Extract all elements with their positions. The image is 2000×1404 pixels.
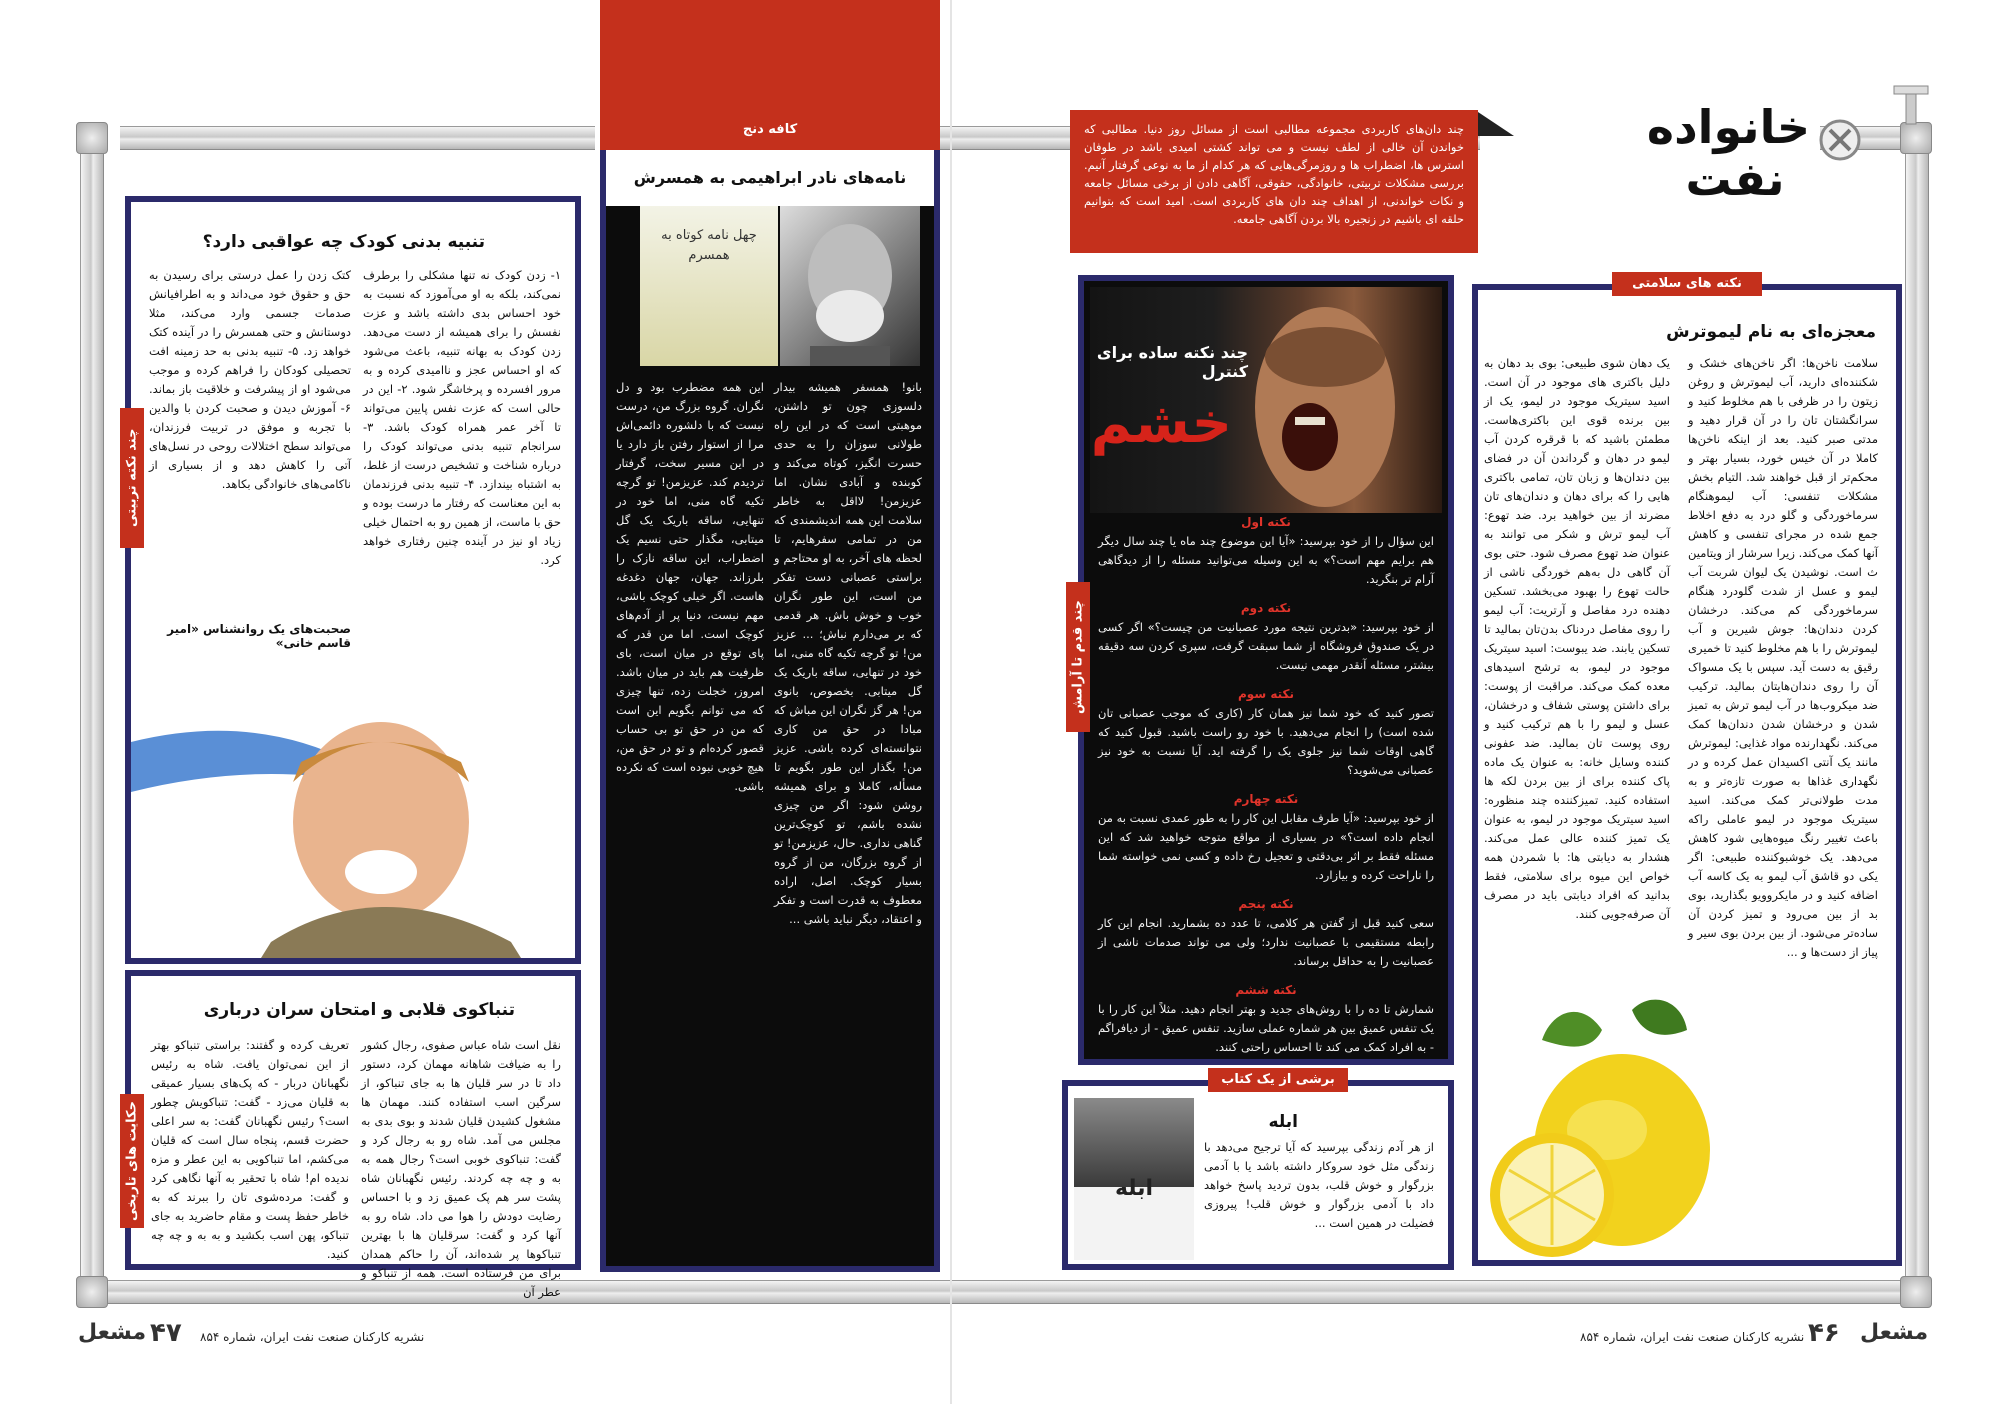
pipe-right xyxy=(1905,140,1929,1285)
anger-points xyxy=(1098,513,1434,1057)
punishment-col-left: کتک زدن را عمل درستی برای رسیدن به حق و حقوق خود می‌داند و به اطرافیانش صدمات جسمی وارد می‌کند، مثلا دوستانش و حتی همسرش را در آینده کتک خواهد زد. ۵- تنبیه بدنی به حد زمینه افت تحصیلی کودکان را فراهم کرده و موجب می‌شود او از پیشرفت و خلاقیت باز بماند. ۶- آموزش دیدن و صحبت کردن با والدین با تجربه و موفق در تربیت فرزندان، می‌تواند سطح اختلالات روحی در نسل‌های آتی را کاهش دهد و از بسیاری از ناکامی‌های خانوادگی بکاهد. xyxy=(149,268,351,491)
anger-point-1-text: این سؤال را از خود بپرسید: «آیا این موضوع چند ماه یا چند سال دیگر هم برایم مهم است؟» به این وسیله می‌توانید مسئله را از دیدگاهی آرام تر بنگرید. xyxy=(1098,534,1434,586)
book-title: ابله xyxy=(1268,1112,1298,1132)
punishment-side-tab: چند نکته تربیتی xyxy=(120,408,144,548)
tobacco-title: تنباکوی قلابی و امتحان سران درباری xyxy=(203,1000,515,1020)
anger-point-3-title: نکته سوم xyxy=(1238,687,1294,701)
letters-header-bar xyxy=(600,0,940,152)
anger-point-5-text: سعی کنید قبل از گفتن هر کلامی، تا عدد ده بشمارید. انجام این کار رابطه مستقیمی با عصبانیت ندارد؛ ولی می تواند صدمات ناشی از عصبانیت را به حداقل برساند. xyxy=(1098,916,1434,968)
anger-point-6 xyxy=(1098,981,1434,1057)
book-tab: برشی از یک کتاب xyxy=(1208,1068,1348,1092)
anger-point-1-title: نکته اول xyxy=(1241,515,1291,529)
anger-point-4-title: نکته چهارم xyxy=(1233,792,1299,806)
anger-point-3 xyxy=(1098,685,1434,780)
footer-left-page-number: ۴۷ xyxy=(150,1318,182,1348)
anger-point-6-text: شمارش تا ده را با روش‌های جدید و بهتر انجام دهید. مثلاً این کار را با یک تنفس عمیق بین هر شماره عملی سازید. تنفس عمیق - از دیافراگم - به افراد کمک می کند تا احساس راحتی کنند. xyxy=(1098,1002,1434,1054)
page-spine xyxy=(950,0,952,1404)
footer-right-page-number: ۴۶ xyxy=(1808,1318,1840,1348)
masthead-title-line1: خانواده xyxy=(1646,100,1810,154)
anger-side-tab: چند قدم تا آرامش xyxy=(1066,582,1090,732)
anger-point-4 xyxy=(1098,790,1434,885)
health-panel xyxy=(1472,276,1902,1266)
health-col-right: سلامت ناخن‌ها: اگر ناخن‌های خشک و شکننده‌ای دارید، آب لیموترش و روغن زیتون را در ظرفی با هم مخلوط کنید و سرانگشتان تان را در آن قرار دهید و مدتی صبر کنید. بعد از اینکه ناخن‌ها کاملا در آن خیس خورد، بسیار بهتر و محکم‌تر از قبل خواهند شد. التیام بخش مشکلات تنفسی: آب لیموهنگام سرماخوردگی و گلو درد به دفع اخلاط جمع شده در مجرای تنفسی و کاهش آنها کمک می‌کند. زیرا سرشار از ویتامین ث است. نوشیدن یک لیوان شربت آب لیمو و عسل از شدت گلودرد هنگام سرماخوردگی کم می‌کند. درخشان کردن دندان‌ها: جوش شیرین و آب لیموترش را با هم مخلوط کنید تا خمیری رقیق به دست آید. سپس با یک مسواک آن را روی دندان‌هایتان بمالید. ترکیب ضد میکروب‌ها در آب لیمو ترش به تمیز شدن و درخشان شدن دندان‌ها کمک می‌کند. نگهدارنده مواد غذایی: لیموترش مانند یک آنتی اکسیدان عمل کرده و در نگهداری غذاها به صورت تازه‌تر و به مدت طولانی‌تر کمک می‌کند. اسید سیتریک موجود در لیمو عاملی راکه باعث تغییر رنگ میوه‌هایی شود کاهش می‌دهد. یک خوشبوکننده طبیعی: اگر یکی دو قاشق آب لیمو به یک کاسه آب اضافه کنید و در مایکروویو بگذارید، بوی بد از بین می‌رود و تمیز کردن آن ساده‌تر می‌شود. از بین بردن بوی سیر و پیاز از دست‌ها و ... xyxy=(1688,356,1878,959)
health-col-left: یک دهان شوی طبیعی: بوی بد دهان به دلیل باکتری های موجود در آن است. اسید سیتریک موجود در لیمو، یک از بین برنده قوی این باکتری‌هاست. مطمئن باشید که با قرقره کردن آب لیمو در دهان و گرداندن آن در فضای بین دندان‌ها و زبان تان، تمامی باکتری هایی را که برای دهان و دندان‌های تان مضرند از بین خواهید برد. ضد تهوع: آب لیمو ترش و شکر می توانند به عنوان ضد تهوع مصرف شود. حتی بوی آن گاهی دل به‌هم خوردگی ناشی از حالت تهوع را بهبود می‌بخشد. تسکین دهنده درد مفاصل و آرتریت: آب لیمو را روی مفاصل دردناک بدن‌تان بمالید تا تسکین یابند. ضد یبوست: اسید سیتریک موجود در لیمو، به ترشح اسیدهای معده کمک می‌کند. مراقبت از پوست: برای داشتن پوستی شفاف و درخشان، عسل و لیمو را با هم ترکیب کنید و روی پوست تان بمالید. ضد عفونی کننده وسایل خانه: به عنوان یک ماده پاک کننده برای از بین بردن لکه ها استفاده کنید. تمیزکننده چند منظوره: اسید سیتریک موجود در لیمو، به عنوان یک تمیز کننده عالی عمل می‌کند. هشدار به دیابتی ها: با شمردن همه خواص این میوه برای سلامتی، فقط بدانید که افراد دیابتی باید در مصرف آن صرفه‌جویی کنند. xyxy=(1484,356,1670,921)
pipe-left xyxy=(80,140,104,1285)
anger-point-6-title: نکته ششم xyxy=(1235,983,1297,997)
letters-title: نامه‌های نادر ابراهیمی به همسرش xyxy=(606,150,934,206)
health-title: معجزه‌ای به نام لیموترش xyxy=(1666,322,1876,342)
valve-icon xyxy=(1818,118,1862,162)
tobacco-col-right: نقل است شاه عباس صفوی، رجال کشور را به ضیافت شاهانه مهمان کرد، دستور داد تا در سر قلیان ها به جای تنباکو، از سرگین اسب استفاده کنند. مهمان ها مشغول کشیدن قلیان شدند و بوی بدی به مجلس می آمد. شاه رو به رجال کرد و گفت: تنباکوی خوبی است؟ رجال همه به به و چه چه کردند. رئیس نگهبانان شاه پشت سر هم پک عمیق زد و با احساس رضایت دودش را هوا می داد. شاه رو به آنها کرد و گفت: سرقلیان ها با بهترین تنباکوها پر شده‌اند، آن را حاکم همدان برای من فرستاده است. همه از تنباکو و عطر آن xyxy=(361,1038,561,1299)
letters-book-cover-image xyxy=(640,206,778,366)
book-text: از هر آدم زندگی بپرسید که آیا ترجیح می‌دهد با زندگی مثل خود سروکار داشته باشد یا با آدمی بزرگوار و خوش قلب، بدون تردید پاسخ خواهد داد با آدمی بزرگوار و خوش قلب! پیروزی فضیلت در همین است ... xyxy=(1204,1140,1434,1230)
book-panel xyxy=(1062,1072,1454,1270)
pipe-top-left xyxy=(120,126,595,150)
masthead-title-line2: نفت xyxy=(1685,152,1785,206)
tobacco-col-left: تعریف کرده و گفتند: براستی تنباکو بهتر از این نمی‌توان یافت. شاه به رئیس نگهبانان دربار - که پک‌های بسیار عمیقی به قلیان می‌زد - گفت: تنباکویش چطور است؟ رئیس نگهبانان گفت: به سر اعلی حضرت قسم، پنجاه سال است که قلیان می‌کشم، اما تنباکویی به این عطر و مزه ندیده ام! شاه با تحقیر به آنها نگاهی کرد و گفت: مرده‌شوی تان را ببرند که به خاطر حفظ پست و مقام حاضرید به جای تنباکو، پهن اسب بکشید و به به و چه چه کنید. xyxy=(151,1038,349,1261)
punishment-col-right: ۱- زدن کودک نه تنها مشکلی را برطرف نمی‌کند، بلکه به او می‌آموزد که نسبت به خود احساس بدی داشته باشد و عزت نفسش را برای همیشه از دست می‌دهد. زدن کودک به بهانه تنبیه، باعث می‌شود که او احساس عجز و ناامیدی کرده و به مرور افسرده و پرخاشگر شود. ۲- این در حالی است که عزت نفس پایین می‌تواند تا آخر عمر همراه کودک باشد. ۳- سرانجام تنبیه بدنی می‌تواند کودک را درباره شناخت و تشخیص درست از غلط، به اشتباه بیندازد. ۴- تنبیه بدنی فرزندمان به این معناست که رفتار ما درست بوده و حق با ماست، از همین رو به احتمال خیلی زیاد او نیز در آینده چنین رفتاری خواهد کرد. xyxy=(363,268,561,567)
pipe-tap-icon xyxy=(1888,82,1934,128)
punishment-panel xyxy=(125,196,581,964)
author-portrait-image xyxy=(780,206,920,366)
letters-col-right: بانو! همسفر همیشه بیدار دلسوزی چون تو داشتن، موهبتی است که در این راه طولانی سوزان را به حدی حسرت انگیز، کوتاه می‌کند و کوبنده و آبادی نشان. اما عزیزمن! لااقل به خاطر سلامت این همه اندیشمندی که من در تمامی سفرهایم، تا لحظه های آخر، به او محتاجم و براستی عصبانی دست تفکر من است، این طور نگران خوب و خوش باش. هر قدمی که بر می‌دارم نباش؛ ... عزیز من! تو گرچه تکیه گاه منی، اما خود در تنهایی، ساقه باریک یک گل میتابی. بخصوص، بانوی من! هر گز نگران این مباش که مبادا در حق من کاری نتوانسته‌ای کرده باشی. عزیز من! بگذار این طور بگویم تا مسأله، کاملا و برای همیشه روشن شود: اگر من چیزی نشده باشم، تو کوچک‌ترین گناهی نداری. حال، عزیزمن! تو از گروه بزرگان، من از گروه بسیار کوچک. اصل، اراده معطوف به قدرت است و تفکر و اعتقاد، دیگر نباید باشی ... xyxy=(774,380,922,926)
footer-left-logo: مشعل xyxy=(78,1320,147,1345)
pipe-joint-br xyxy=(1900,1276,1932,1308)
anger-point-2-text: از خود بپرسید: «بدترین نتیجه مورد عصبانیت من چیست؟» اگر کسی در یک صندوق فروشگاه از شما سبقت گرفت، سپری کردن سه دقیقه بیشتر، مسئله آنقدر مهمی نیست. xyxy=(1098,620,1434,672)
tobacco-panel xyxy=(125,970,581,1299)
anger-headline-main: خشم xyxy=(1090,391,1232,456)
footer-right-logo: مشعل xyxy=(1860,1320,1929,1345)
letters-tab: کافه دنج xyxy=(742,122,798,137)
letters-col-left: این همه مضطرب بود و دل نگران. گروه بزرگ من، درست نیست که با دلشوره دائمی‌اش مرا از استوار رفتن باز دارد یا در این مسیر سخت، گرفتار تردیدم کند. عزیزمن! تو گرچه تکیه گاه منی، اما خود در تنهایی، ساقه باریک یک گل میتابی، مگذار حتی نسیم یک اضطراب، این ساقه نازک را بلرزاند. جهان، جهان دغدغه هاست. اگر خیلی کوچک باشی، مهم نیست، دنیا پر از آدم‌های کوچک است. اما من قدر که پای توقع در میان است، بای ظرفیت هم باید در میان باشد. امروز، خجلت زده، تنها چیزی که می توانم بگویم این است که من در حق تو بی حساب قصور کرده‌ام و تو در حق من، هیچ خوبی نبوده است که نکرده باشی. xyxy=(616,380,764,793)
lemon-image xyxy=(1482,990,1718,1262)
anger-point-5 xyxy=(1098,895,1434,971)
footer-right-text: نشریه کارکنان صنعت نفت ایران، شماره ۸۵۴ xyxy=(1580,1330,1805,1344)
footer-left-text: نشریه کارکنان صنعت نفت ایران، شماره ۸۵۴ xyxy=(200,1330,425,1344)
tobacco-side-tab: حکایت های تاریخی xyxy=(120,1094,144,1228)
anger-point-3-text: تصور کنید که خود شما نیز همان کار (کاری که موجب عصبانی تان شده است) را انجام می‌دهید. با خود رو راست باشید. قبول کنید که گاهی اوقات شما نیز جلوی یک را گرفته اید. آیا نسبت به خود نیز عصبانی می‌شوید؟ xyxy=(1098,706,1434,777)
book-cover-image xyxy=(1074,1098,1194,1260)
masthead xyxy=(1646,100,1810,206)
letters-panel xyxy=(600,150,940,1272)
anger-point-1 xyxy=(1098,513,1434,589)
letters-book-cover-text: چهل نامه کوتاه به همسرم xyxy=(661,228,757,263)
anger-point-2-title: نکته دوم xyxy=(1240,601,1292,615)
punishment-credit: صحبت‌های یک روانشناس «امیر قاسم خانی» xyxy=(167,622,351,650)
boy-ear-pull-image xyxy=(131,672,575,958)
pipe-joint-tl xyxy=(76,122,108,154)
anger-point-2 xyxy=(1098,599,1434,675)
punishment-title: تنبیه بدنی کودک چه عواقبی دارد؟ xyxy=(202,232,485,252)
anger-point-4-text: از خود بپرسید: «آیا طرف مقابل این کار را به طور عمدی نسبت به من انجام داده است؟» در بسیاری از مواقع متوجه خواهید شد که این مسئله فقط بر اثر بی‌دقتی و تعجیل رخ داده و کسی نمی خواسته شما را ناراحت کرده و بیازارد. xyxy=(1098,811,1434,882)
pipe-bottom xyxy=(80,1280,1928,1304)
health-tab: نکته های سلامتی xyxy=(1612,272,1762,296)
intro-arrow-icon xyxy=(1478,112,1514,136)
pipe-joint-bl xyxy=(76,1276,108,1308)
anger-headline-top: چند نکته ساده برای کنترل xyxy=(1096,343,1248,381)
intro-box xyxy=(1070,110,1478,253)
book-cover-title: ابله xyxy=(1114,1176,1154,1201)
anger-point-5-title: نکته پنجم xyxy=(1238,897,1294,911)
anger-panel xyxy=(1078,275,1454,1065)
intro-text: چند دان‌های کاربردی مجموعه مطالبی است از مسائل روز دنیا. مطالبی که خواندن آن خالی از لطف نیست و می تواند کشتی امیدی باشد در طوفان استرس ها، اضطراب ها و روزمرگی‌هایی که هر کدام از ما به نوعی گرفتار آنیم. بررسی مشکلات تربیتی، خانوادگی، حقوقی، آگاهی دادن از برخی مسائل جامعه و نکات خواندنی، از اهداف چند دان های کاربردی است. امید است که بتوانیم حلقه ای باشیم در زنجیره بالا بردن آگاهی جامعه. xyxy=(1084,122,1464,226)
